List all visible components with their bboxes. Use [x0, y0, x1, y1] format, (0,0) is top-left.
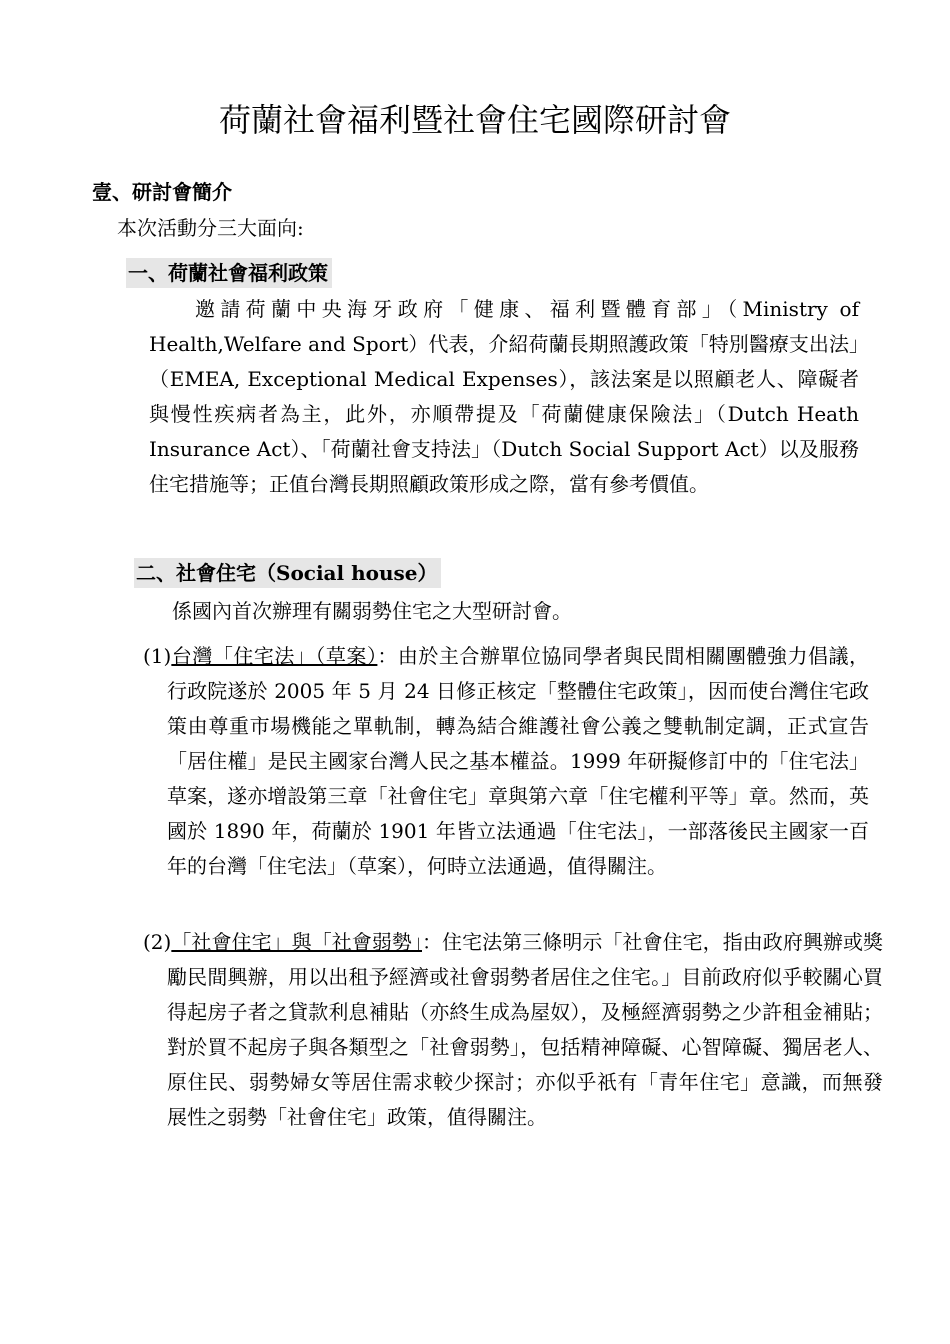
subsection-heading-social-housing: 二、社會住宅（Social house） [134, 558, 441, 588]
list-item-number: (2) [143, 930, 172, 954]
social-housing-intro: 係國內首次辦理有關弱勢住宅之大型研討會。 [172, 599, 572, 623]
list-item-number: (1) [143, 644, 172, 668]
list-item-topic: 台灣「住宅法」（草案） [171, 644, 378, 668]
subsection-heading-social-welfare: 一、荷蘭社會福利政策 [126, 258, 332, 288]
list-item-topic: 「社會住宅」與「社會弱勢」 [171, 930, 422, 954]
document-title: 荷蘭社會福利暨社會住宅國際研討會 [218, 101, 731, 139]
social-welfare-paragraph: 邀請荷蘭中央海牙政府「健康、福利暨體育部」（Ministry of Health,Welfare and Sport）代表，介紹荷蘭長期照護政策「特別醫療支出法」（EMEA, Exceptional Medical Expenses），該法案是以照顧老人、障礙者與慢性疾病者為主，此外，亦順帶提及「荷蘭健康保險法」（Dutch Heath Insurance Act）、「荷蘭社會支持法」（Dutch Social Support Act）以及服務住宅措施等；正值台灣長期照顧政策形成之際，當有參考價值。 [149, 297, 859, 496]
list-item-text: ：住宅法第三條明示「社會住宅，指由政府興辦或獎勵民間興辦，用以出租予經濟或社會弱勢者居住之住宅。」目前政府似乎較關心買得起房子者之貸款利息補貼（亦終生成為屋奴），及極經濟弱勢之少許租金補貼；對於買不起房子與各類型之「社會弱勢」，包括精神障礙、心智障礙、獨居老人、原住民、弱勢婦女等居住需求較少探討；亦似乎祇有「青年住宅」意識，而無發展性之弱勢「社會住宅」政策，值得關注。 [167, 930, 884, 1129]
list-item-housing-act [143, 639, 869, 884]
list-item-text: ：由於主合辦單位協同學者與民間相關團體強力倡議，行政院遂於 2005 年 5 月 24 日修正核定「整體住宅政策」，因而使台灣住宅政策由尊重市場機能之單軌制，轉為結合維護社會公義之雙軌制定調，正式宣告「居住權」是民主國家台灣人民之基本權益。1999 年研擬修訂中的「住宅法」草案，遂亦增設第三章「社會住宅」章與第六章「住宅權利平等」章。然而，英國於 1890 年，荷蘭於 1901 年皆立法通過「住宅法」，一部落後民主國家一百年的台灣「住宅法」（草案），何時立法通過，值得關注。 [167, 644, 870, 878]
section-intro-text: 本次活動分三大面向: [117, 216, 304, 240]
section-heading-introduction: 壹、研討會簡介 [92, 180, 232, 204]
list-item-social-housing-disadvantaged [143, 925, 883, 1135]
